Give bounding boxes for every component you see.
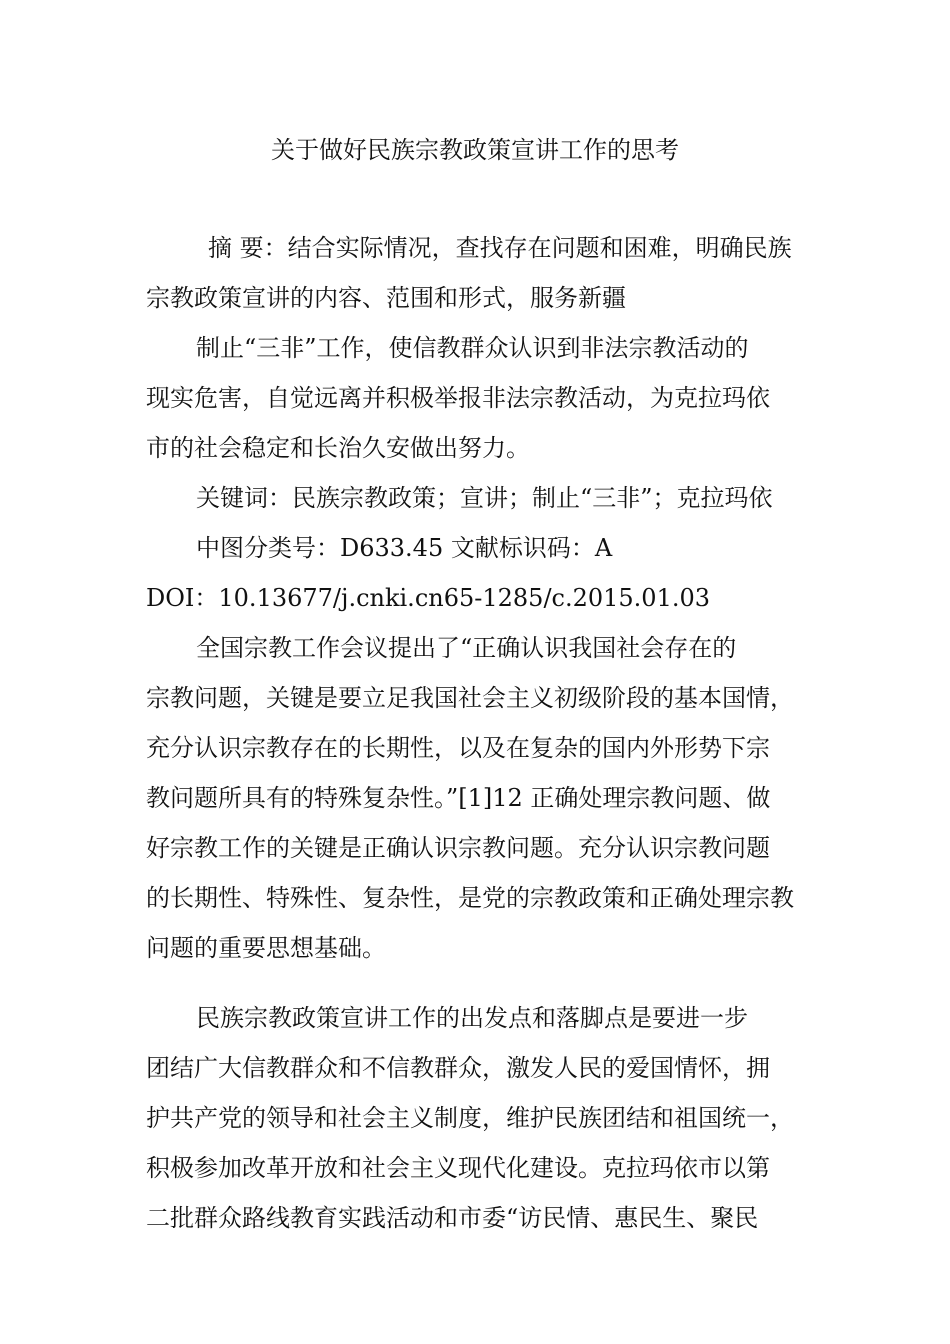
paragraph-gap bbox=[146, 973, 826, 993]
keywords-line: 关键词：民族宗教政策；宣讲；制止“三非”；克拉玛依 bbox=[196, 484, 773, 512]
paragraph-line: 全国宗教工作会议提出了“正确认识我国社会存在的 bbox=[196, 634, 737, 662]
abstract-line: 摘 要：结合实际情况，查找存在问题和困难，明确民族 bbox=[208, 234, 792, 262]
abstract-line: 市的社会稳定和长治久安做出努力。 bbox=[146, 434, 530, 462]
paragraph-line: 二批群众路线教育实践活动和市委“访民情、惠民生、聚民 bbox=[146, 1204, 759, 1232]
classification-line: 中图分类号：D633.45 文献标识码：A bbox=[196, 534, 613, 562]
paragraph-line: 充分认识宗教存在的长期性，以及在复杂的国内外形势下宗 bbox=[146, 734, 770, 762]
paragraph-line: 好宗教工作的关键是正确认识宗教问题。充分认识宗教问题 bbox=[146, 834, 770, 862]
abstract-line: 宗教政策宣讲的内容、范围和形式，服务新疆 bbox=[146, 284, 626, 312]
paragraph-line: 宗教问题，关键是要立足我国社会主义初级阶段的基本国情， bbox=[146, 684, 794, 712]
paragraph-line: 团结广大信教群众和不信教群众，激发人民的爱国情怀，拥 bbox=[146, 1054, 770, 1082]
doi-line: DOI：10.13677/j.cnki.cn65-1285/c.2015.01.03 bbox=[146, 584, 711, 612]
abstract-line: 现实危害，自觉远离并积极举报非法宗教活动，为克拉玛依 bbox=[146, 384, 770, 412]
paragraph-line: 积极参加改革开放和社会主义现代化建设。克拉玛依市以第 bbox=[146, 1154, 770, 1182]
document-body bbox=[146, 223, 826, 1243]
paragraph-line: 问题的重要思想基础。 bbox=[146, 934, 386, 962]
paragraph-line: 教问题所具有的特殊复杂性。”[1]12 正确处理宗教问题、做 bbox=[146, 784, 771, 812]
abstract-line: 制止“三非”工作，使信教群众认识到非法宗教活动的 bbox=[196, 334, 749, 362]
paragraph-line: 民族宗教政策宣讲工作的出发点和落脚点是要进一步 bbox=[196, 1004, 748, 1032]
paragraph-line: 的长期性、特殊性、复杂性，是党的宗教政策和正确处理宗教 bbox=[146, 884, 794, 912]
document-title: 关于做好民族宗教政策宣讲工作的思考 bbox=[271, 136, 679, 164]
paragraph-line: 护共产党的领导和社会主义制度，维护民族团结和祖国统一， bbox=[146, 1104, 794, 1132]
